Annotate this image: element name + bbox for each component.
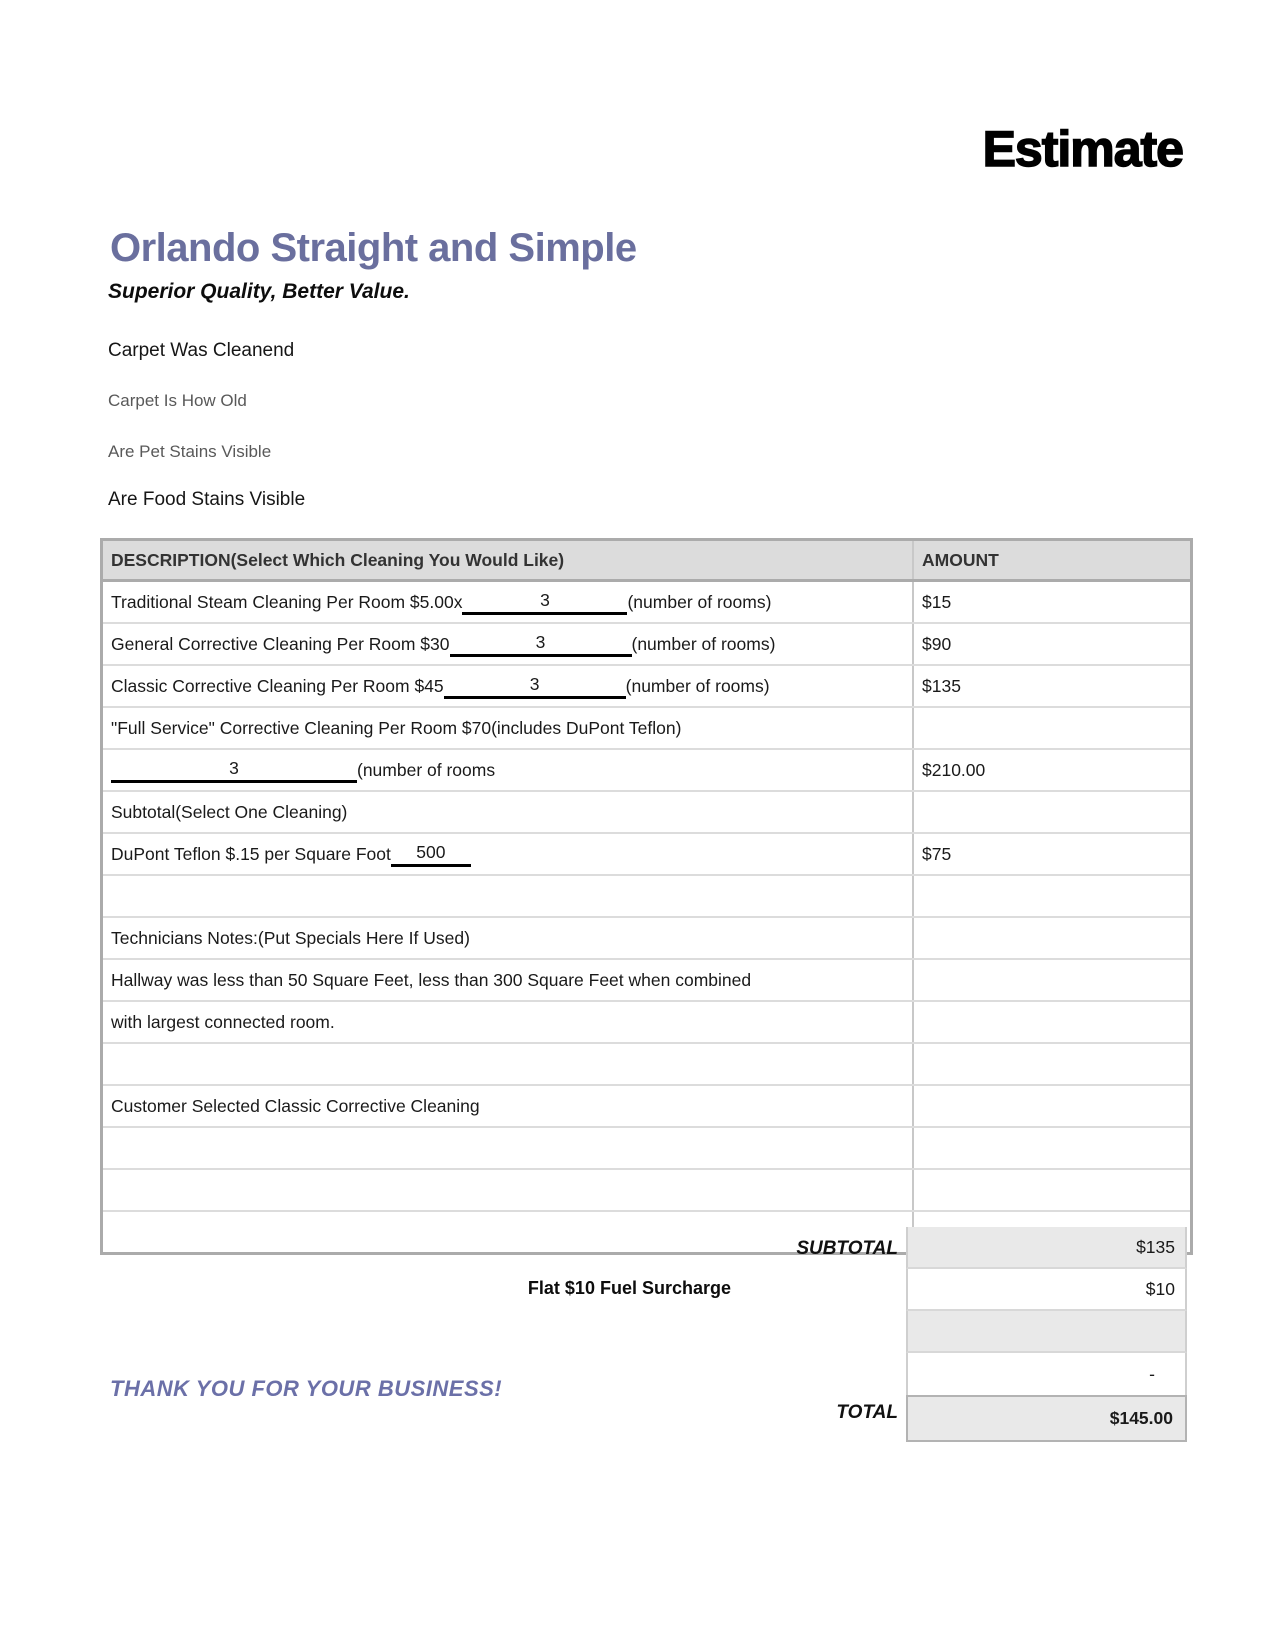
description-cell — [103, 876, 914, 916]
amount-cell — [914, 1170, 1190, 1210]
description-cell — [103, 1212, 914, 1252]
estimate-title: Estimate — [982, 121, 1183, 177]
question-food-stains: Are Food Stains Visible — [108, 489, 306, 510]
table-row — [103, 1128, 1190, 1170]
total-label: TOTAL — [836, 1402, 898, 1423]
description-cell — [103, 1044, 914, 1084]
fill-in-blank: 3 — [444, 674, 626, 699]
description-cell — [103, 1170, 914, 1210]
description-cell — [103, 1128, 914, 1168]
amount-cell — [914, 1086, 1190, 1126]
amount-cell: $135 — [922, 675, 961, 696]
estimate-table — [100, 538, 1193, 1255]
amount-cell — [914, 708, 1190, 748]
table-row — [103, 960, 1190, 1002]
table-row — [103, 750, 1190, 792]
table-row — [103, 1086, 1190, 1128]
description-cell: Technicians Notes:(Put Specials Here If Used) — [103, 918, 914, 958]
description-cell: DuPont Teflon $.15 per Square Foot 500 — [103, 834, 914, 874]
description-cell: 3 (number of rooms — [103, 750, 914, 790]
fill-in-blank: 3 — [111, 758, 357, 783]
subtotal-value-cell: $135 — [906, 1227, 1187, 1269]
description-cell: Hallway was less than 50 Square Feet, less than 300 Square Feet when combined — [103, 960, 914, 1000]
table-row — [103, 792, 1190, 834]
amount-cell — [914, 960, 1190, 1000]
amount-cell — [914, 918, 1190, 958]
amount-cell: $15 — [922, 591, 952, 612]
amount-cell — [914, 792, 1190, 832]
total-value-cell: $145.00 — [906, 1395, 1187, 1442]
table-row — [103, 708, 1190, 750]
table-row — [103, 666, 1190, 708]
fill-in-blank: 3 — [462, 590, 627, 615]
fuel-surcharge-label: Flat $10 Fuel Surcharge — [527, 1278, 731, 1298]
question-pet-stains: Are Pet Stains Visible — [108, 442, 272, 461]
description-cell: Traditional Steam Cleaning Per Room $5.00x 3 (number of rooms) — [103, 582, 914, 622]
header-amount: AMOUNT — [922, 549, 999, 570]
table-body — [103, 582, 1190, 1252]
amount-cell: $90 — [922, 633, 952, 654]
table-header-row — [103, 541, 1190, 582]
table-row — [103, 876, 1190, 918]
table-row — [103, 834, 1190, 876]
amount-cell — [914, 1128, 1190, 1168]
amount-cell: $75 — [922, 843, 952, 864]
description-cell: with largest connected room. — [103, 1002, 914, 1042]
blank-gray-cell — [906, 1311, 1187, 1353]
table-row — [103, 582, 1190, 624]
question-carpet-age: Carpet Is How Old — [108, 391, 247, 410]
dash-value-cell: - — [906, 1353, 1187, 1395]
amount-cell: $210.00 — [922, 759, 986, 780]
company-name: Orlando Straight and Simple — [110, 226, 637, 270]
amount-cell — [914, 1044, 1190, 1084]
header-description: DESCRIPTION(Select Which Cleaning You Would Like) — [103, 541, 914, 579]
description-cell: Classic Corrective Cleaning Per Room $45 3 (number of rooms) — [103, 666, 914, 706]
company-tagline: Superior Quality, Better Value. — [108, 280, 410, 303]
fuel-value-cell: $10 — [906, 1269, 1187, 1311]
amount-cell — [914, 1002, 1190, 1042]
table-row — [103, 1044, 1190, 1086]
question-carpet-was-cleaned: Carpet Was Cleanend — [108, 340, 295, 361]
table-row — [103, 624, 1190, 666]
table-row — [103, 918, 1190, 960]
fill-in-blank: 500 — [391, 842, 471, 867]
subtotal-label: SUBTOTAL — [796, 1238, 898, 1259]
description-cell: General Corrective Cleaning Per Room $30 3 (number of rooms) — [103, 624, 914, 664]
summary-column — [906, 1227, 1187, 1442]
thank-you-note: THANK YOU FOR YOUR BUSINESS! — [110, 1376, 503, 1401]
fill-in-blank: 3 — [450, 632, 632, 657]
description-cell: Customer Selected Classic Corrective Cleaning — [103, 1086, 914, 1126]
table-row — [103, 1170, 1190, 1212]
description-cell: Subtotal(Select One Cleaning) — [103, 792, 914, 832]
table-row — [103, 1002, 1190, 1044]
amount-cell — [914, 876, 1190, 916]
description-cell: "Full Service" Corrective Cleaning Per Room $70(includes DuPont Teflon) — [103, 708, 914, 748]
